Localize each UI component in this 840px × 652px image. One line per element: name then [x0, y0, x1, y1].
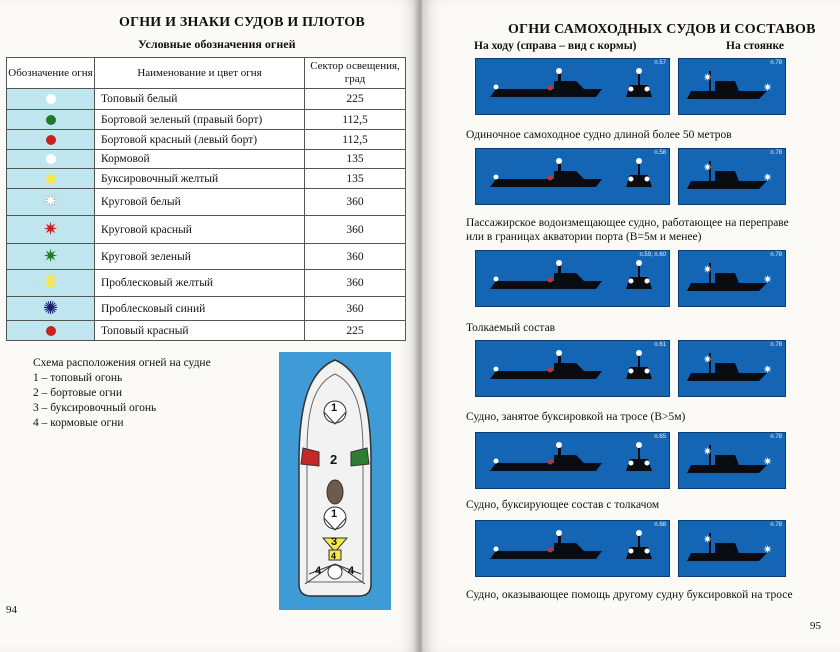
- green-star-icon: ✷: [42, 245, 59, 267]
- light-sector-cell: 112,5: [305, 110, 406, 130]
- ship-illustration-row: [475, 58, 786, 115]
- caption-line: Судно, буксирующее состав с толкачом: [466, 499, 660, 511]
- scheme-label-4c: 4: [348, 565, 355, 577]
- scheme-label-1b: 1: [331, 508, 338, 520]
- table-row: [7, 297, 406, 321]
- right-page-title: ОГНИ САМОХОДНЫХ СУДОВ И СОСТАВОВ: [508, 22, 816, 37]
- light-name-cell: Круговой красный: [95, 216, 305, 244]
- table-row: [7, 110, 406, 130]
- anchored-ship-icon: [679, 149, 785, 204]
- svg-text:✷: ✷: [703, 445, 713, 458]
- scheme-legend: [33, 356, 211, 431]
- svg-text:✷: ✷: [703, 263, 713, 276]
- legend-item: 4 – кормовые огни: [33, 417, 124, 429]
- left-page-subtitle: Условные обозначения огней: [138, 37, 296, 51]
- white-dot-icon: [46, 154, 56, 164]
- ship-caption: [466, 216, 789, 244]
- scheme-label-4a: 4: [331, 551, 337, 561]
- rule-reference: п.78: [770, 522, 782, 528]
- table-row: [7, 244, 406, 270]
- left-page: [0, 0, 418, 652]
- anchored-picture: [678, 58, 786, 115]
- page-number-left: 94: [6, 604, 17, 616]
- light-symbol-cell: [7, 130, 95, 150]
- svg-text:✷: ✷: [763, 273, 773, 286]
- light-arrangement-scheme: [279, 352, 391, 610]
- page-number-right: 95: [810, 620, 821, 632]
- green-dot-icon: [46, 115, 56, 125]
- anchored-ship-icon: [679, 341, 785, 396]
- ship-caption: [466, 128, 732, 142]
- table-row: [7, 130, 406, 150]
- rule-reference: п.78: [770, 342, 782, 348]
- underway-picture: [475, 432, 670, 489]
- svg-text:✷: ✷: [763, 363, 773, 376]
- underway-picture: [475, 250, 670, 307]
- yellow-dot-icon: [46, 174, 56, 184]
- table-row: [7, 321, 406, 341]
- header-sector: Сектор освещения, град: [305, 58, 406, 89]
- caption-line: Одиночное самоходное судно длиной более 50 метров: [466, 129, 732, 141]
- light-name-cell: Топовый красный: [95, 321, 305, 341]
- legend-item: 2 – бортовые огни: [33, 387, 122, 399]
- table-header-row: [7, 58, 406, 89]
- legend-item: 1 – топовый огонь: [33, 372, 123, 384]
- anchored-ship-icon: [679, 433, 785, 488]
- svg-text:✷: ✷: [703, 71, 713, 84]
- anchored-ship-icon: [679, 251, 785, 306]
- light-name-cell: Буксировочный желтый: [95, 169, 305, 189]
- rule-reference: п.65: [654, 434, 666, 440]
- scheme-label-3: 3: [331, 536, 338, 548]
- ship-silhouette-icon: [476, 433, 669, 488]
- light-sector-cell: 135: [305, 150, 406, 169]
- underway-picture: [475, 148, 670, 205]
- table-row: [7, 270, 406, 297]
- svg-text:✷: ✷: [703, 353, 713, 366]
- legend-item: 3 – буксировочный огонь: [33, 402, 157, 414]
- anchored-ship-icon: [679, 521, 785, 576]
- light-sector-cell: 135: [305, 169, 406, 189]
- light-symbol-cell: [7, 270, 95, 297]
- white-dot-icon: [46, 94, 56, 104]
- rule-reference: п.68: [654, 522, 666, 528]
- blue-flash-star-icon: ✺: [42, 297, 59, 319]
- light-name-cell: Топовый белый: [95, 89, 305, 110]
- ship-silhouette-icon: [476, 341, 669, 396]
- scheme-label-1: 1: [331, 402, 338, 414]
- light-sector-cell: 360: [305, 297, 406, 321]
- header-symbol: Обозначение огня: [7, 58, 95, 89]
- table-row: [7, 150, 406, 169]
- red-dot-icon: [46, 135, 56, 145]
- ship-caption: [466, 588, 793, 602]
- lights-table: [6, 57, 406, 341]
- anchored-picture: [678, 520, 786, 577]
- rule-reference: п.61: [654, 342, 666, 348]
- light-symbol-cell: [7, 216, 95, 244]
- svg-text:✷: ✷: [763, 171, 773, 184]
- light-symbol-cell: [7, 189, 95, 216]
- table-row: [7, 189, 406, 216]
- light-symbol-cell: [7, 297, 95, 321]
- red-star-icon: ✷: [42, 218, 59, 240]
- svg-text:✷: ✷: [763, 455, 773, 468]
- light-sector-cell: 360: [305, 270, 406, 297]
- ship-top-view-icon: [279, 352, 391, 610]
- white-star-icon: ✷: [42, 191, 59, 212]
- underway-picture: [475, 340, 670, 397]
- rule-reference: п.78: [770, 150, 782, 156]
- ship-caption: [466, 498, 659, 512]
- light-symbol-cell: [7, 169, 95, 189]
- ship-caption: [466, 321, 555, 335]
- rule-reference: п.78: [770, 434, 782, 440]
- anchored-picture: [678, 340, 786, 397]
- ship-illustration-row: [475, 432, 786, 489]
- rule-reference: п.78: [770, 60, 782, 66]
- light-name-cell: Круговой зеленый: [95, 244, 305, 270]
- light-symbol-cell: [7, 244, 95, 270]
- column-underway: На ходу (справа – вид с кормы): [474, 40, 637, 52]
- rule-reference: п.59, п.60: [639, 252, 666, 258]
- header-name: Наименование и цвет огня: [95, 58, 305, 89]
- scheme-label-4b: 4: [315, 565, 322, 577]
- anchored-ship-icon: [679, 59, 785, 114]
- ship-illustration-row: [475, 148, 786, 205]
- scheme-label-2: 2: [330, 452, 338, 467]
- ship-caption: [466, 410, 685, 424]
- caption-line: Пассажирское водоизмещающее судно, работающее на переправе: [466, 217, 789, 229]
- underway-picture: [475, 520, 670, 577]
- light-name-cell: Проблесковый синий: [95, 297, 305, 321]
- light-symbol-cell: [7, 89, 95, 110]
- ship-silhouette-icon: [476, 59, 669, 114]
- light-name-cell: Проблесковый желтый: [95, 270, 305, 297]
- rule-reference: п.78: [770, 252, 782, 258]
- caption-line: Судно, занятое буксировкой на тросе (В>5м): [466, 411, 686, 423]
- caption-line: Толкаемый состав: [466, 322, 556, 334]
- svg-text:✷: ✷: [703, 161, 713, 174]
- light-sector-cell: 360: [305, 216, 406, 244]
- ship-illustration-row: [475, 250, 786, 307]
- red-dot-icon: [46, 326, 56, 336]
- svg-text:✷: ✷: [703, 533, 713, 546]
- ship-silhouette-icon: [476, 251, 669, 306]
- rule-reference: п.57: [654, 60, 666, 66]
- table-row: [7, 169, 406, 189]
- anchored-picture: [678, 250, 786, 307]
- underway-picture: [475, 58, 670, 115]
- light-symbol-cell: [7, 150, 95, 169]
- anchored-picture: [678, 432, 786, 489]
- table-row: [7, 216, 406, 244]
- table-row: [7, 89, 406, 110]
- rule-reference: п.58: [654, 150, 666, 156]
- ship-silhouette-icon: [476, 521, 669, 576]
- light-name-cell: Кормовой: [95, 150, 305, 169]
- light-name-cell: Круговой белый: [95, 189, 305, 216]
- legend-title: Схема расположения огней на судне: [33, 357, 211, 369]
- caption-line: Судно, оказывающее помощь другому судну буксировкой на тросе: [466, 589, 793, 601]
- column-anchor: На стоянке: [726, 40, 784, 52]
- anchored-picture: [678, 148, 786, 205]
- yellow-flash-star-icon: ✺: [42, 272, 59, 293]
- light-sector-cell: 225: [305, 321, 406, 341]
- svg-text:✷: ✷: [763, 543, 773, 556]
- light-sector-cell: 360: [305, 244, 406, 270]
- caption-line: или в границах акватории порта (В=5м и менее): [466, 231, 702, 243]
- light-symbol-cell: [7, 110, 95, 130]
- light-name-cell: Бортовой зеленый (правый борт): [95, 110, 305, 130]
- light-symbol-cell: [7, 321, 95, 341]
- ship-illustration-row: [475, 340, 786, 397]
- light-sector-cell: 360: [305, 189, 406, 216]
- ship-illustration-row: [475, 520, 786, 577]
- light-sector-cell: 225: [305, 89, 406, 110]
- light-name-cell: Бортовой красный (левый борт): [95, 130, 305, 150]
- svg-text:✷: ✷: [763, 81, 773, 94]
- left-page-title: ОГНИ И ЗНАКИ СУДОВ И ПЛОТОВ: [119, 15, 365, 30]
- light-sector-cell: 112,5: [305, 130, 406, 150]
- ship-silhouette-icon: [476, 149, 669, 204]
